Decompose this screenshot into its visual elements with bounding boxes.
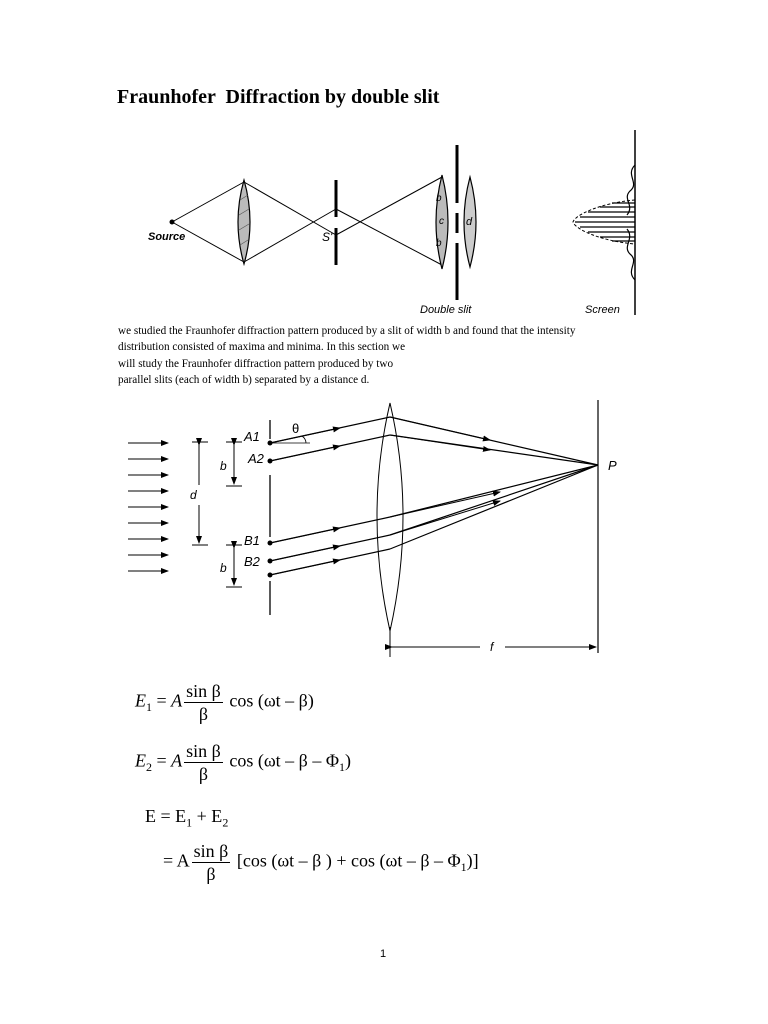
double-slit-geometry-figure (120, 395, 640, 660)
p-label: P (608, 458, 617, 473)
f-label: f (490, 640, 494, 654)
a1-label: A1 (244, 429, 260, 444)
inner-label-b1: b (436, 193, 442, 204)
double-slit-label: Double slit (420, 304, 472, 316)
inner-label-c: c (439, 216, 444, 227)
slit-label: S' (322, 230, 333, 244)
equation-e2: $E_2 = A$ $\frac{\text{sin β}}{\beta}$ cos (ωt – β – $\Phi_1$) (135, 741, 351, 784)
page-number: 1 (380, 948, 387, 960)
paragraph-line: we studied the Fraunhofer diffraction pattern produced by a slit of width b and found that the intensity (118, 325, 576, 337)
inner-label-b2: b (436, 238, 442, 249)
d-label: d (190, 488, 197, 502)
equation-sum: $E = E_1 + E_2$ (145, 806, 229, 830)
double-slit-setup-figure (130, 125, 650, 320)
paragraph-line: will study the Fraunhofer diffraction pattern produced by two (118, 357, 394, 370)
b2-label: B2 (244, 554, 260, 569)
b1-label: B1 (244, 533, 260, 548)
paragraph-line: parallel slits (each of width b) separated by a distance d. (118, 374, 370, 387)
equation-e1: $E_1 = A$ $\frac{\text{sin β}}{\beta}$ cos (ωt – β) (135, 681, 314, 724)
b-top-label: b (220, 459, 227, 473)
b-bottom-label: b (220, 561, 227, 575)
intro-paragraph (118, 323, 678, 389)
a2-label: A2 (248, 451, 264, 466)
inner-label-d: d (466, 216, 473, 228)
page-title: Fraunhofer Diffraction by double slit (117, 86, 440, 108)
equation-sum-expanded: = A $\frac{\text{sin β}}{\beta}$ [cos (ωt – β ) + cos (ωt – β – $\Phi_1$)] (163, 841, 479, 884)
paragraph-line: distribution consisted of maxima and minima. In this section we (118, 341, 406, 354)
theta-label: θ (292, 421, 300, 436)
source-label: Source (148, 231, 186, 243)
screen-label: Screen (585, 304, 620, 316)
